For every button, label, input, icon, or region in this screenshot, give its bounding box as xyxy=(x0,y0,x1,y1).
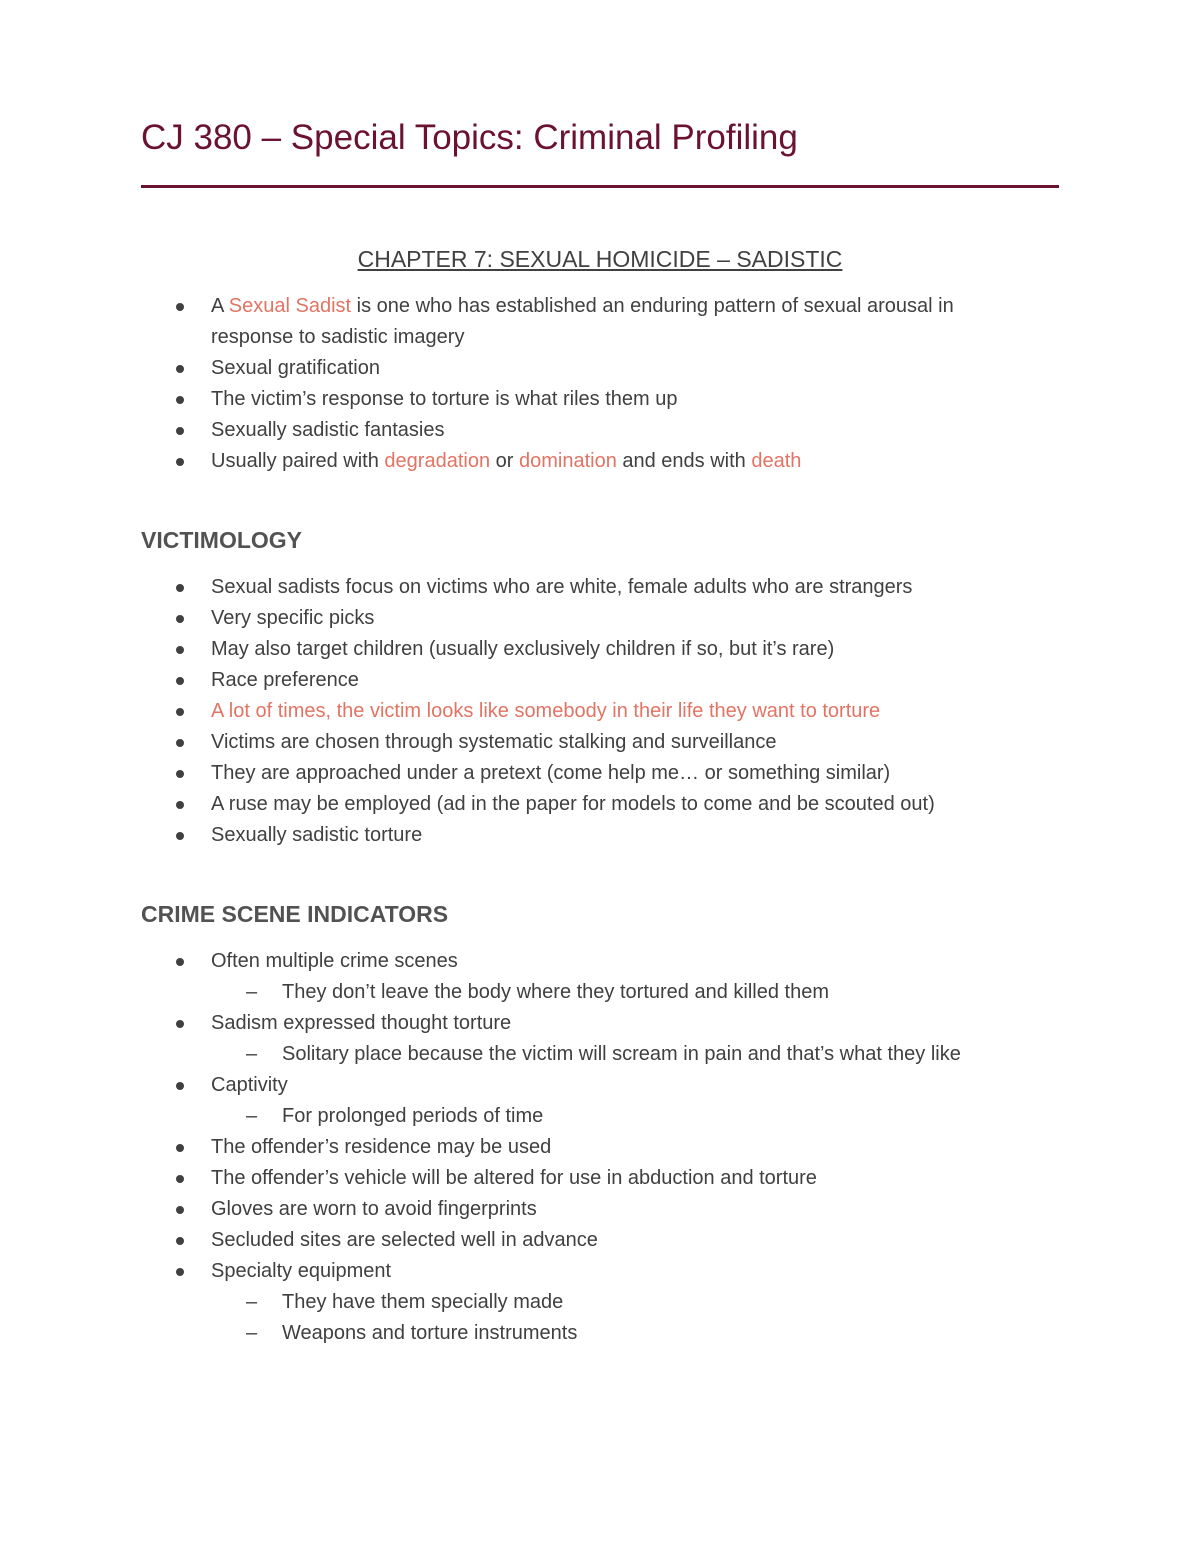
highlight-term: Sexual Sadist xyxy=(228,295,352,317)
text-run: or xyxy=(490,450,519,472)
page-title: CJ 380 – Special Topics: Criminal Profiling xyxy=(141,118,798,157)
sub-list-item xyxy=(0,977,1102,1008)
dash-marker: – xyxy=(246,1291,258,1313)
list-item: Sexual gratification xyxy=(0,353,1031,384)
crime-scene-heading: CRIME SCENE INDICATORS xyxy=(141,901,449,927)
text-run: Usually paired with xyxy=(211,450,385,472)
victimology-heading: VICTIMOLOGY xyxy=(141,527,302,553)
list-item: Race preference xyxy=(0,665,1031,696)
list-item: Captivity xyxy=(0,1070,1031,1101)
list-item: Sexual sadists focus on victims who are white, female adults who are strangers xyxy=(0,572,1031,603)
highlight-term: death xyxy=(751,450,802,472)
victimology-list xyxy=(0,572,1200,851)
sub-list-item xyxy=(0,1101,1102,1132)
list-item: The offender’s residence may be used xyxy=(0,1132,1031,1163)
list-item: Specialty equipment xyxy=(0,1256,1031,1287)
list-item: Victims are chosen through systematic stalking and surveillance xyxy=(0,727,1031,758)
list-item: Secluded sites are selected well in advance xyxy=(0,1225,1031,1256)
list-item-highlighted: A lot of times, the victim looks like somebody in their life they want to torture xyxy=(0,696,1031,727)
highlight-term: domination xyxy=(518,450,617,472)
list-item: The offender’s vehicle will be altered for use in abduction and torture xyxy=(0,1163,1031,1194)
text-run: is one who has established an enduring pattern of sexual arousal in response to sadistic imagery xyxy=(211,295,954,348)
list-item xyxy=(0,446,1031,477)
list-item: Very specific picks xyxy=(0,603,1031,634)
list-item: May also target children (usually exclusively children if so, but it’s rare) xyxy=(0,634,1031,665)
list-item xyxy=(0,291,1031,353)
text-run: They have them specially made xyxy=(282,1291,564,1313)
list-item: Sexually sadistic fantasies xyxy=(0,415,1031,446)
list-item: Sexually sadistic torture xyxy=(0,820,1031,851)
crime-scene-list xyxy=(0,946,1200,1349)
dash-marker: – xyxy=(246,1043,258,1065)
text-run: For prolonged periods of time xyxy=(282,1105,544,1127)
list-item: A ruse may be employed (ad in the paper for models to come and be scouted out) xyxy=(0,789,1031,820)
text-run: and ends with xyxy=(616,450,752,472)
list-item: Sadism expressed thought torture xyxy=(0,1008,1031,1039)
text-run: Solitary place because the victim will scream in pain and that’s what they like xyxy=(282,1043,961,1065)
sub-list-item xyxy=(0,1039,1102,1070)
list-item: Often multiple crime scenes xyxy=(0,946,1031,977)
dash-marker: – xyxy=(246,1322,258,1344)
sub-list-item xyxy=(0,1287,1102,1318)
intro-list xyxy=(0,291,1200,477)
dash-marker: – xyxy=(246,1105,258,1127)
text-run: A xyxy=(211,295,229,317)
list-item: They are approached under a pretext (come help me… or something similar) xyxy=(0,758,1031,789)
sub-list-item xyxy=(0,1318,1102,1349)
dash-marker: – xyxy=(246,981,258,1003)
list-item: The victim’s response to torture is what riles them up xyxy=(0,384,1031,415)
text-run: Weapons and torture instruments xyxy=(282,1322,578,1344)
chapter-heading: CHAPTER 7: SEXUAL HOMICIDE – SADISTIC xyxy=(357,246,843,272)
text-run: They don’t leave the body where they tortured and killed them xyxy=(282,981,829,1003)
list-item: Gloves are worn to avoid fingerprints xyxy=(0,1194,1031,1225)
title-divider xyxy=(141,185,1059,188)
highlight-term: degradation xyxy=(384,450,491,472)
